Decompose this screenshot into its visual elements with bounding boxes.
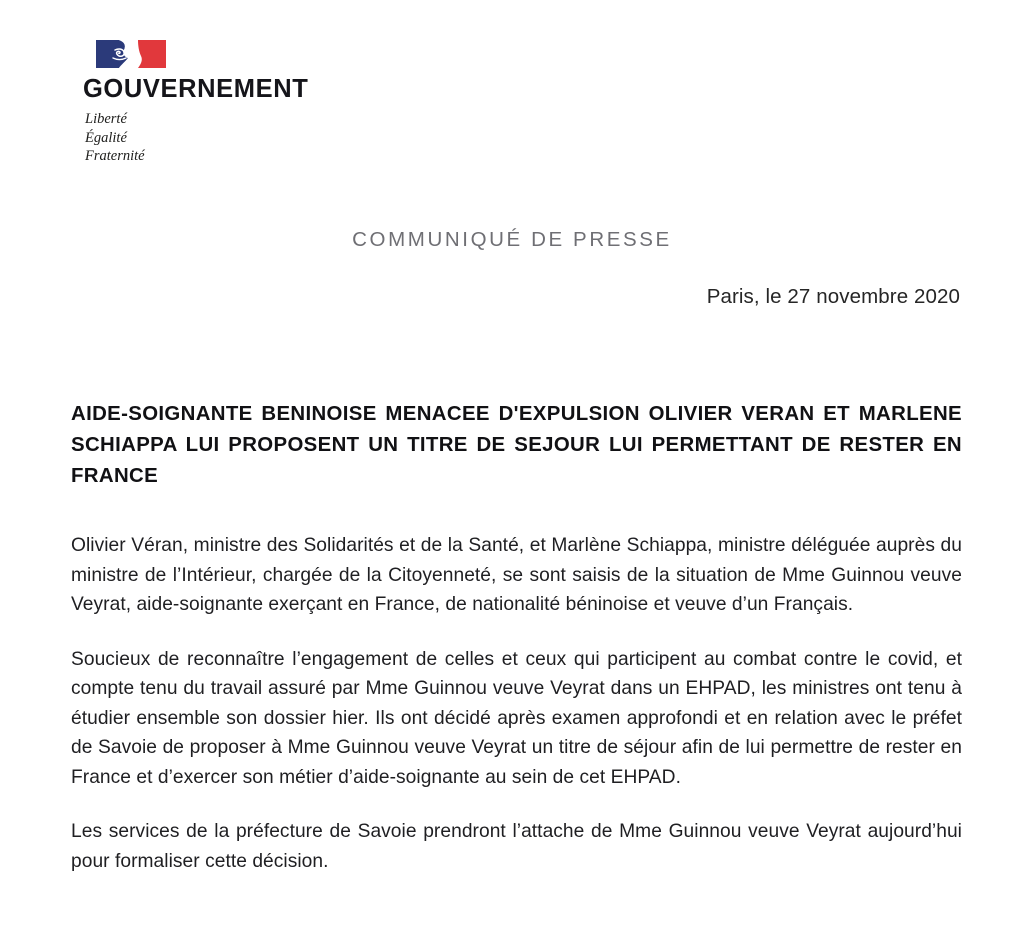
government-logo-block: [83, 38, 313, 166]
motto-egalite: Égalité: [85, 129, 127, 146]
gouvernement-wordmark: GOUVERNEMENT: [83, 75, 309, 103]
republic-motto: [85, 110, 313, 167]
motto-liberte: Liberté: [85, 110, 127, 127]
french-flag-marianne-icon: [95, 38, 167, 70]
body-content: [71, 531, 962, 876]
body-paragraph-1: Olivier Véran, ministre des Solidarités et de la Santé, et Marlène Schiappa, ministre déléguée auprès du ministre de l’Intérieur, chargée de la Citoyenneté, se sont saisis de la situation de Mme Guinnou veuve Veyrat, aide-soignante exerçant en France, de nationalité béninoise et veuve d’un Français.: [71, 535, 962, 615]
motto-fraternite: Fraternité: [85, 148, 145, 165]
dateline: Paris, le 27 novembre 2020: [706, 285, 960, 308]
body-paragraph-2: Soucieux de reconnaître l’engagement de celles et ceux qui participent au combat contre le covid, et compte tenu du travail assuré par Mme Guinnou veuve Veyrat dans un EHPAD, les ministres ont tenu à étudier ensemble son dossier hier. Ils ont décidé après examen approfondi et en relation avec le préfet de Savoie de proposer à Mme Guinnou veuve Veyrat un titre de séjour afin de lui permettre de rester en France et d’exercer son métier d’aide-soignante au sein de cet EHPAD.: [71, 648, 962, 788]
page-title: AIDE-SOIGNANTE BENINOISE MENACEE D'EXPULSION OLIVIER VERAN ET MARLENE SCHIAPPA LUI PROPOSENT UN TITRE DE SEJOUR LUI PERMETTANT DE RESTER EN FRANCE: [71, 402, 962, 487]
body-paragraph-3: Les services de la préfecture de Savoie prendront l’attache de Mme Guinnou veuve Veyrat aujourd’hui pour formaliser cette décision.: [71, 821, 962, 872]
press-release-kicker: COMMUNIQUÉ DE PRESSE: [352, 228, 672, 251]
